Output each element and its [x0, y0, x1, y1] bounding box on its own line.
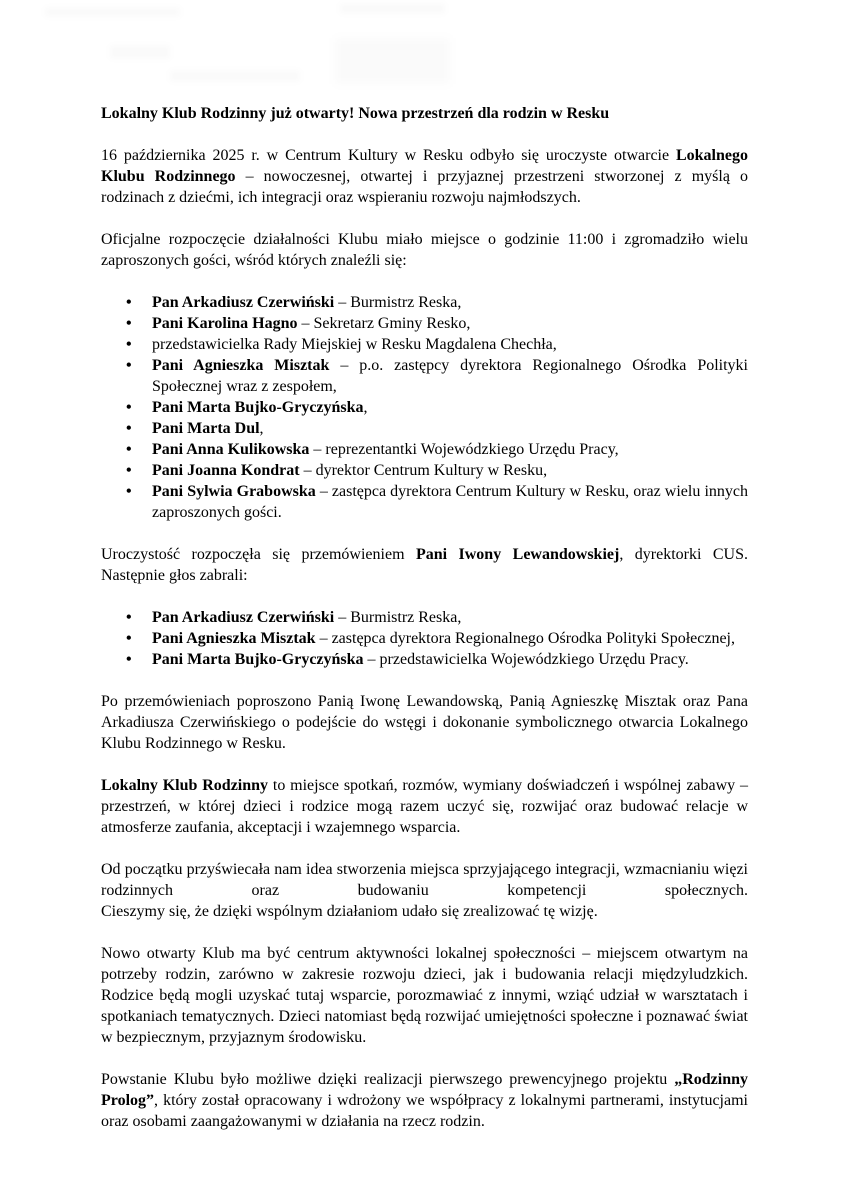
list-item	[101, 313, 748, 334]
bold-text-run: Pan Arkadiusz Czerwiński	[152, 609, 335, 626]
text-run: Oficjalne rozpoczęcie działalności Klubu miało miejsce o godzinie 11:00 i zgromadziło wielu zaproszonych gości, wśród których znaleźli się:	[101, 231, 748, 269]
list-item	[101, 355, 748, 397]
list-item	[101, 481, 748, 523]
list-item	[101, 607, 748, 628]
list-item	[101, 397, 748, 418]
text-run: to miejsce spotkań, rozmów, wymiany doświadczeń i wspólnej zabawy – przestrzeń, w której dzieci i rodzice mogą razem uczyć się, rozwijać oraz budować relacje w atmosferze zaufania, akceptacji i wzajemnego wsparcia.	[101, 777, 748, 836]
list-item	[101, 439, 748, 460]
text-run: – nowoczesnej, otwartej i przyjaznej przestrzeni stworzonej z myślą o rodzinach z dziećmi, ich integracji oraz wspieraniu rozwoju najmłodszych.	[101, 168, 748, 206]
text-run: Nowo otwarty Klub ma być centrum aktywności lokalnej społeczności – miejscem otwartym na potrzeby rodzin, zarówno w zakresie rozwoju dzieci, jak i budowania relacji międzyludzkich. Rodzice będą mogli uzyskać tutaj wsparcie, porozmawiać z innymi, wziąć udział w warsztatach i spotkaniach tematycznych. Dzieci natomiast będą rozwijać umiejętności społeczne i poznawać świat w bezpiecznym, przyjaznym środowisku.	[101, 945, 748, 1046]
text-run: – dyrektor Centrum Kultury w Resku,	[299, 462, 548, 479]
faded-letterhead-artifact	[170, 70, 300, 82]
text-run: – p.o. zastępcy dyrektora Regionalnego Ośrodka Polityki Społecznej wraz z zespołem,	[152, 357, 748, 395]
text-run: ,	[259, 420, 264, 437]
document-blocks	[101, 145, 748, 1132]
text-run: przedstawicielka Rady Miejskiej w Resku Magdalena Chechła,	[152, 336, 557, 353]
text-run: ,	[363, 399, 368, 416]
bold-text-run: Pani Marta Bujko-Gryczyńska	[152, 399, 364, 416]
bold-text-run: Lokalny Klub Rodzinny	[101, 777, 269, 794]
faded-letterhead-artifact	[335, 38, 450, 84]
text-run: Po przemówieniach poproszono Panią Iwonę Lewandowską, Panią Agnieszkę Misztak oraz Pana Arkadiusza Czerwińskiego o podejście do wstęgi i dokonanie symbolicznego otwarcia Lokalnego Klubu Rodzinnego w Resku.	[101, 693, 748, 752]
text-run: – Burmistrz Reska,	[334, 609, 462, 626]
bullet-list	[101, 292, 748, 523]
bold-text-run: „Rodzinny Prolog”	[101, 1071, 748, 1109]
paragraph	[101, 1069, 748, 1132]
bold-text-run: Pani Agnieszka Misztak	[152, 357, 330, 374]
faded-letterhead-artifact	[110, 45, 170, 59]
text-run: Cieszymy się, że dzięki wspólnym działaniom udało się zrealizować tę wizję.	[101, 903, 598, 920]
document-title: Lokalny Klub Rodzinny już otwarty! Nowa przestrzeń dla rodzin w Resku	[101, 105, 610, 122]
text-run: – zastępca dyrektora Centrum Kultury w Resku, oraz wielu innych zaproszonych gości.	[152, 483, 748, 521]
bold-text-run: Pan Arkadiusz Czerwiński	[152, 294, 335, 311]
text-run: Od początku przyświecała nam idea stworzenia miejsca sprzyjającego integracji, wzmacnianiu więzi rodzinnych oraz budowaniu kompetencji społecznych.	[101, 861, 748, 899]
bold-text-run: Lokalnego Klubu Rodzinnego	[101, 147, 748, 185]
text-run: 16 października 2025 r. w Centrum Kultury w Resku odbyło się uroczyste otwarcie	[101, 147, 676, 164]
text-run: – reprezentantki Wojewódzkiego Urzędu Pracy,	[309, 441, 619, 458]
text-run: – Sekretarz Gminy Resko,	[297, 315, 471, 332]
text-run: Uroczystość rozpoczęła się przemówieniem	[101, 546, 416, 563]
bold-text-run: Pani Anna Kulikowska	[152, 441, 310, 458]
bold-text-run: Pani Marta Dul	[152, 420, 260, 437]
text-run: – Burmistrz Reska,	[334, 294, 462, 311]
paragraph	[101, 145, 748, 208]
faded-letterhead-artifact	[45, 7, 180, 17]
bold-text-run: Pani Marta Bujko-Gryczyńska	[152, 651, 364, 668]
text-run: , który został opracowany i wdrożony we współpracy z lokalnymi partnerami, instytucjami oraz osobami zaangażowanymi w działania na rzecz rodzin.	[101, 1092, 748, 1130]
faded-letterhead-artifact	[340, 3, 445, 14]
list-item	[101, 649, 748, 670]
paragraph	[101, 229, 748, 271]
bold-text-run: Pani Sylwia Grabowska	[152, 483, 316, 500]
paragraph	[101, 691, 748, 754]
list-item	[101, 334, 748, 355]
paragraph	[101, 859, 748, 922]
text-run: Powstanie Klubu było możliwe dzięki realizacji pierwszego prewencyjnego projektu	[101, 1071, 675, 1088]
paragraph	[101, 544, 748, 586]
list-item	[101, 460, 748, 481]
list-item	[101, 292, 748, 313]
list-item	[101, 628, 748, 649]
document-body	[101, 103, 748, 1132]
bold-text-run: Pani Joanna Kondrat	[152, 462, 300, 479]
bold-text-run: Pani Karolina Hagno	[152, 315, 298, 332]
bullet-list	[101, 607, 748, 670]
text-run: – przedstawicielka Wojewódzkiego Urzędu Pracy.	[363, 651, 689, 668]
list-item	[101, 418, 748, 439]
text-run: – zastępca dyrektora Regionalnego Ośrodka Polityki Społecznej,	[315, 630, 735, 647]
paragraph	[101, 775, 748, 838]
bold-text-run: Pani Iwony Lewandowskiej	[415, 546, 620, 563]
text-run: , dyrektorki CUS. Następnie głos zabrali:	[101, 546, 748, 584]
paragraph	[101, 943, 748, 1048]
bold-text-run: Pani Agnieszka Misztak	[152, 630, 316, 647]
